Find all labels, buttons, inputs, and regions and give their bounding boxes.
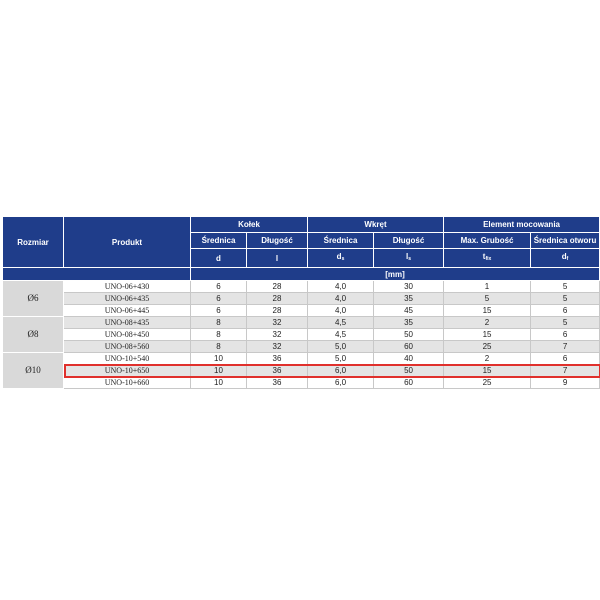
symbol-d: d xyxy=(191,249,247,268)
cell-ls: 50 xyxy=(374,365,444,377)
highlighted-row[interactable] xyxy=(3,365,600,377)
cell-ls: 45 xyxy=(374,305,444,317)
cell-d: 6 xyxy=(191,293,247,305)
cell-ds: 6,0 xyxy=(308,377,374,389)
group-size-10: Ø10 xyxy=(3,353,64,389)
cell-ds: 5,0 xyxy=(308,353,374,365)
cell-d: 8 xyxy=(191,341,247,353)
cell-ds: 6,0 xyxy=(308,365,374,377)
cell-produkt: UNO-08+450 xyxy=(64,329,191,341)
cell-ds: 4,0 xyxy=(308,281,374,293)
group-size-8: Ø8 xyxy=(3,317,64,353)
cell-d: 6 xyxy=(191,305,247,317)
header-kolek: Kołek xyxy=(191,217,308,233)
cell-produkt: UNO-06+445 xyxy=(64,305,191,317)
header-unit: [mm] xyxy=(191,268,600,281)
header-max-grubosc: Max. Grubość xyxy=(444,233,531,249)
cell-ds: 4,5 xyxy=(308,317,374,329)
spec-table-container xyxy=(2,216,599,389)
cell-df: 7 xyxy=(531,365,600,377)
cell-l: 32 xyxy=(247,317,308,329)
cell-tfix: 25 xyxy=(444,377,531,389)
cell-ls: 60 xyxy=(374,341,444,353)
cell-produkt: UNO-10+660 xyxy=(64,377,191,389)
cell-df: 7 xyxy=(531,341,600,353)
cell-l: 36 xyxy=(247,365,308,377)
cell-ds: 4,0 xyxy=(308,305,374,317)
cell-produkt: UNO-06+430 xyxy=(64,281,191,293)
header-kolek-dlugosc: Długość xyxy=(247,233,308,249)
cell-ds: 5,0 xyxy=(308,341,374,353)
header-wkret-dlugosc: Długość xyxy=(374,233,444,249)
cell-ls: 40 xyxy=(374,353,444,365)
cell-tfix: 5 xyxy=(444,293,531,305)
header-element-mocowania: Element mocowania xyxy=(444,217,600,233)
cell-df: 6 xyxy=(531,353,600,365)
cell-tfix: 15 xyxy=(444,305,531,317)
cell-tfix: 2 xyxy=(444,353,531,365)
cell-l: 32 xyxy=(247,329,308,341)
cell-ls: 35 xyxy=(374,317,444,329)
cell-ls: 50 xyxy=(374,329,444,341)
cell-d: 10 xyxy=(191,377,247,389)
symbol-ls: $l_s$ xyxy=(374,249,444,268)
cell-df: 5 xyxy=(531,293,600,305)
header-produkt: Produkt xyxy=(64,217,191,268)
cell-ls: 60 xyxy=(374,377,444,389)
cell-l: 28 xyxy=(247,281,308,293)
cell-df: 5 xyxy=(531,281,600,293)
cell-tfix: 2 xyxy=(444,317,531,329)
cell-df: 9 xyxy=(531,377,600,389)
cell-produkt: UNO-08+560 xyxy=(64,341,191,353)
cell-l: 28 xyxy=(247,305,308,317)
cell-d: 8 xyxy=(191,329,247,341)
symbol-ds: $d_s$ xyxy=(308,249,374,268)
symbol-tfix: $t_{fix}$ xyxy=(444,249,531,268)
cell-produkt: UNO-06+435 xyxy=(64,293,191,305)
cell-tfix: 15 xyxy=(444,329,531,341)
header-kolek-srednica: Średnica xyxy=(191,233,247,249)
cell-produkt: UNO-08+435 xyxy=(64,317,191,329)
cell-l: 28 xyxy=(247,293,308,305)
cell-l: 32 xyxy=(247,341,308,353)
cell-ds: 4,5 xyxy=(308,329,374,341)
cell-ds: 4,0 xyxy=(308,293,374,305)
group-size-6: Ø6 xyxy=(3,281,64,317)
cell-d: 10 xyxy=(191,353,247,365)
product-spec-table xyxy=(2,216,600,389)
cell-l: 36 xyxy=(247,353,308,365)
cell-df: 6 xyxy=(531,305,600,317)
header-wkret: Wkręt xyxy=(308,217,444,233)
cell-d: 8 xyxy=(191,317,247,329)
cell-tfix: 15 xyxy=(444,365,531,377)
header-srednica-otworu: Średnica otworu xyxy=(531,233,600,249)
cell-produkt: UNO-10+650 xyxy=(64,365,191,377)
symbol-l: l xyxy=(247,249,308,268)
cell-l: 36 xyxy=(247,377,308,389)
symbol-df: $d_f$ xyxy=(531,249,600,268)
cell-tfix: 1 xyxy=(444,281,531,293)
header-wkret-srednica: Średnica xyxy=(308,233,374,249)
cell-d: 6 xyxy=(191,281,247,293)
header-spacer xyxy=(3,268,191,281)
header-rozmiar: Rozmiar xyxy=(3,217,64,268)
cell-d: 10 xyxy=(191,365,247,377)
cell-ls: 30 xyxy=(374,281,444,293)
cell-df: 6 xyxy=(531,329,600,341)
cell-produkt: UNO-10+540 xyxy=(64,353,191,365)
cell-ls: 35 xyxy=(374,293,444,305)
cell-df: 5 xyxy=(531,317,600,329)
cell-tfix: 25 xyxy=(444,341,531,353)
